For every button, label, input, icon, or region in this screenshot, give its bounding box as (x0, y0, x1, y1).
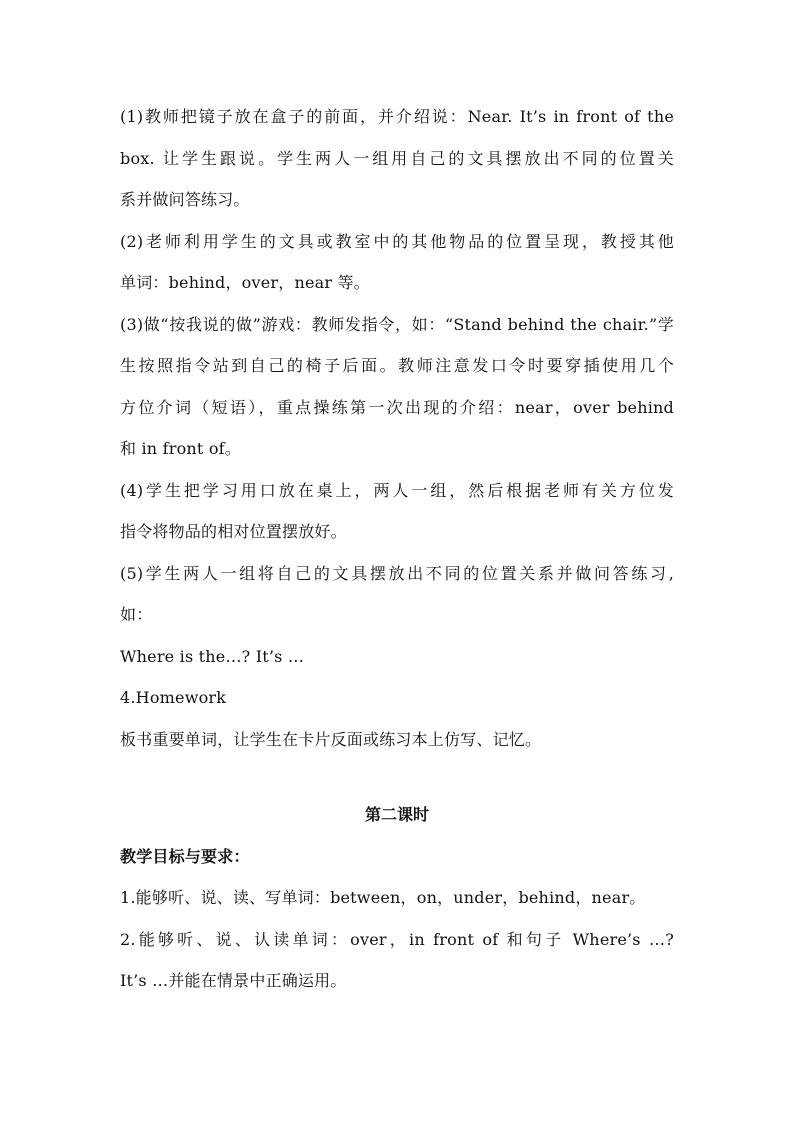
text-line: 2.能够听、说、认读单词：over，in front of 和句子 Where’s …? (120, 929, 674, 949)
text-line: box. 让学生跟说。学生两人一组用自己的文具摆放出不同的位置关 (120, 148, 674, 168)
text-line: 和 in front of。 (120, 439, 241, 458)
text-line: 生按照指令站到自己的椅子后面。教师注意发口令时要穿插使用几个 (120, 356, 674, 375)
text-line: 1.能够听、说、读、写单词：between，on，under，behind，near。 (120, 888, 646, 907)
text-line: (2)老师利用学生的文具或教室中的其他物品的位置呈现，教授其他 (120, 231, 674, 251)
text-line: (3)做“按我说的做”游戏：教师发指令，如：“Stand behind the chair.”学 (120, 314, 674, 334)
text-line: 4.Homework (120, 688, 227, 707)
text-line: 如： (120, 605, 153, 624)
text-line: (5)学生两人一组将自己的文具摆放出不同的位置关系并做问答练习, (120, 563, 674, 583)
text-line: (1)教师把镜子放在盒子的前面，并介绍说：Near. It’s in front of the (120, 107, 674, 126)
document-page (120, 96, 680, 1002)
text-line: 板书重要单词，让学生在卡片反面或练习本上仿写、记忆。 (120, 729, 542, 749)
text-line: 方位介词（短语），重点操练第一次出现的介绍：near，over behind (120, 397, 674, 417)
section-gap (120, 760, 680, 794)
text-line: (4)学生把学习用口放在桌上，两人一组，然后根据老师有关方位发 (120, 480, 674, 500)
text-line: It’s …并能在情景中正确运用。 (120, 971, 347, 990)
text-line: 指令将物品的相对位置摆放好。 (120, 522, 347, 541)
lesson-title: 第二课时 (364, 805, 429, 824)
section-subtitle: 教学目标与要求： (120, 846, 250, 866)
text-line: 单词：behind，over，near 等。 (120, 273, 370, 292)
text-line: 系并做问答练习。 (120, 190, 250, 209)
text-line: Where is the…? It’s … (120, 646, 305, 666)
